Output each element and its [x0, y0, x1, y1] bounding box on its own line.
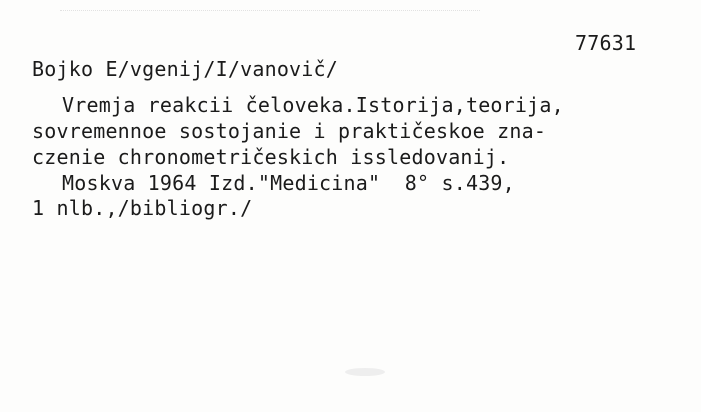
- author-heading: Bojko E/vgenij/I/vanovič/: [32, 57, 339, 81]
- faint-bleed-through: [60, 10, 480, 25]
- collation-line: 1 nlb.,/bibliogr./: [32, 196, 253, 220]
- title-line-2: sovremennoe sostojanie i praktičeskoe zna-: [32, 119, 547, 143]
- paper-smudge: [345, 368, 385, 376]
- imprint-line: Moskva 1964 Izd."Medicina" 8° s.439,: [62, 171, 515, 195]
- title-line-1: Vremja reakcii čeloveka.Istorija,teorija,: [62, 93, 564, 117]
- title-line-3: czenie chronometričeskich issledovanij.: [32, 145, 510, 169]
- accession-number: 77631: [575, 31, 637, 55]
